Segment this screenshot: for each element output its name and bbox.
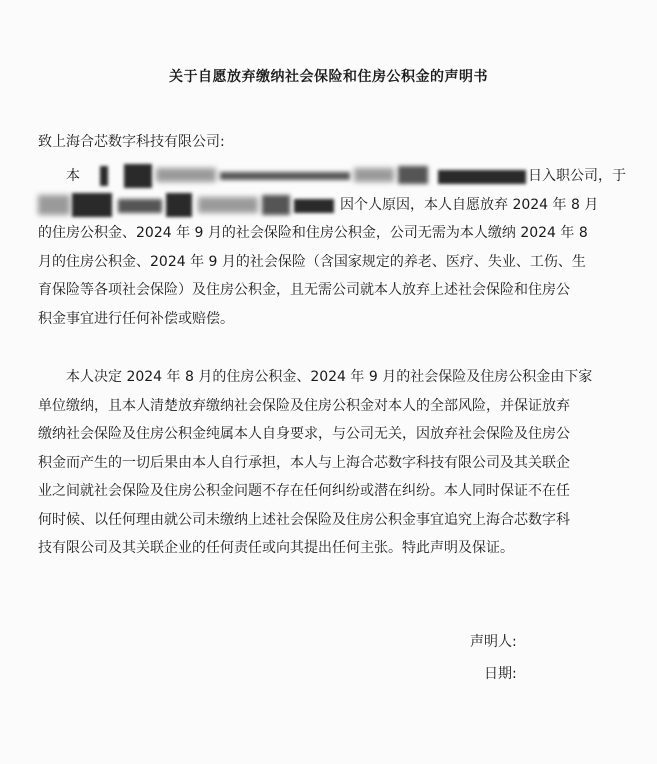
paragraph-1-line-5: 育保险等各项社会保险）及住房公积金，且无需公司就本人放弃上述社会保险和住房公	[38, 282, 570, 298]
paragraph-1-line-6: 积金事宜进行任何补偿或赔偿。	[38, 310, 234, 327]
redaction-block	[262, 195, 290, 215]
paragraph-1-line-1-end: 日入职公司，于	[528, 168, 626, 184]
paragraph-2-line-7: 技有限公司及其关联企业的任何责任或向其提出任何主张。特此声明及保证。	[38, 540, 514, 556]
redaction-block	[438, 170, 526, 184]
paragraph-2-line-4: 积金而产生的一切后果由本人自行承担，本人与上海合芯数字科技有限公司及其关联企	[38, 454, 570, 471]
paragraph-2-line-6: 何时候、以任何理由就公司未缴纳上述社会保险及住房公积金事宜追究上海合芯数字科	[38, 511, 570, 528]
paragraph-2-line-3: 缴纳社会保险及住房公积金纯属本人自身要求，与公司无关，因放弃社会保险及住房公	[38, 426, 570, 442]
date-label: 日期:	[484, 666, 517, 682]
redaction-block	[156, 168, 216, 182]
redaction-block	[220, 172, 350, 180]
declarant-label: 声明人:	[470, 634, 517, 650]
paragraph-2	[38, 363, 634, 563]
redaction-block	[118, 199, 162, 213]
redaction-block	[398, 166, 428, 184]
redaction-block	[166, 193, 192, 217]
paragraph-1-line-1	[38, 162, 634, 191]
redaction-block	[198, 197, 258, 213]
document-title: 关于自愿放弃缴纳社会保险和住房公积金的声明书	[169, 69, 488, 85]
paragraph-1-line-2-end: 因个人原因，本人自愿放弃 2024 年 8 月	[340, 196, 599, 213]
paragraph-1-line-3: 的住房公积金、2024 年 9 月的社会保险和住房公积金，公司无需为本人缴纳 2024 年 8	[38, 225, 588, 241]
salutation: 致上海合芯数字科技有限公司:	[38, 134, 225, 150]
paragraph-2-line-2: 单位缴纳，且本人清楚放弃缴纳社会保险及住房公积金对本人的全部风险，并保证放弃	[38, 397, 570, 414]
redaction-block	[354, 168, 394, 182]
redaction-block	[124, 164, 152, 188]
paragraph-1-line-1-start: 本	[66, 168, 80, 184]
redaction-block	[72, 193, 112, 217]
redaction-block	[38, 195, 70, 215]
paragraph-2-line-1: 本人决定 2024 年 8 月的住房公积金、2024 年 9 月的社会保险及住房公积金由下家	[66, 369, 593, 385]
redaction-block	[100, 166, 108, 186]
redaction-block	[294, 199, 334, 213]
paragraph-1-line-4: 月的住房公积金、2024 年 9 月的社会保险（含国家规定的养老、医疗、失业、工伤、生	[38, 253, 586, 270]
paragraph-2-line-5: 业之间就社会保险及住房公积金问题不存在任何纠纷或潜在纠纷。本人同时保证不在任	[38, 483, 570, 499]
paragraph-1	[38, 162, 634, 333]
paragraph-1-line-2	[38, 191, 634, 220]
